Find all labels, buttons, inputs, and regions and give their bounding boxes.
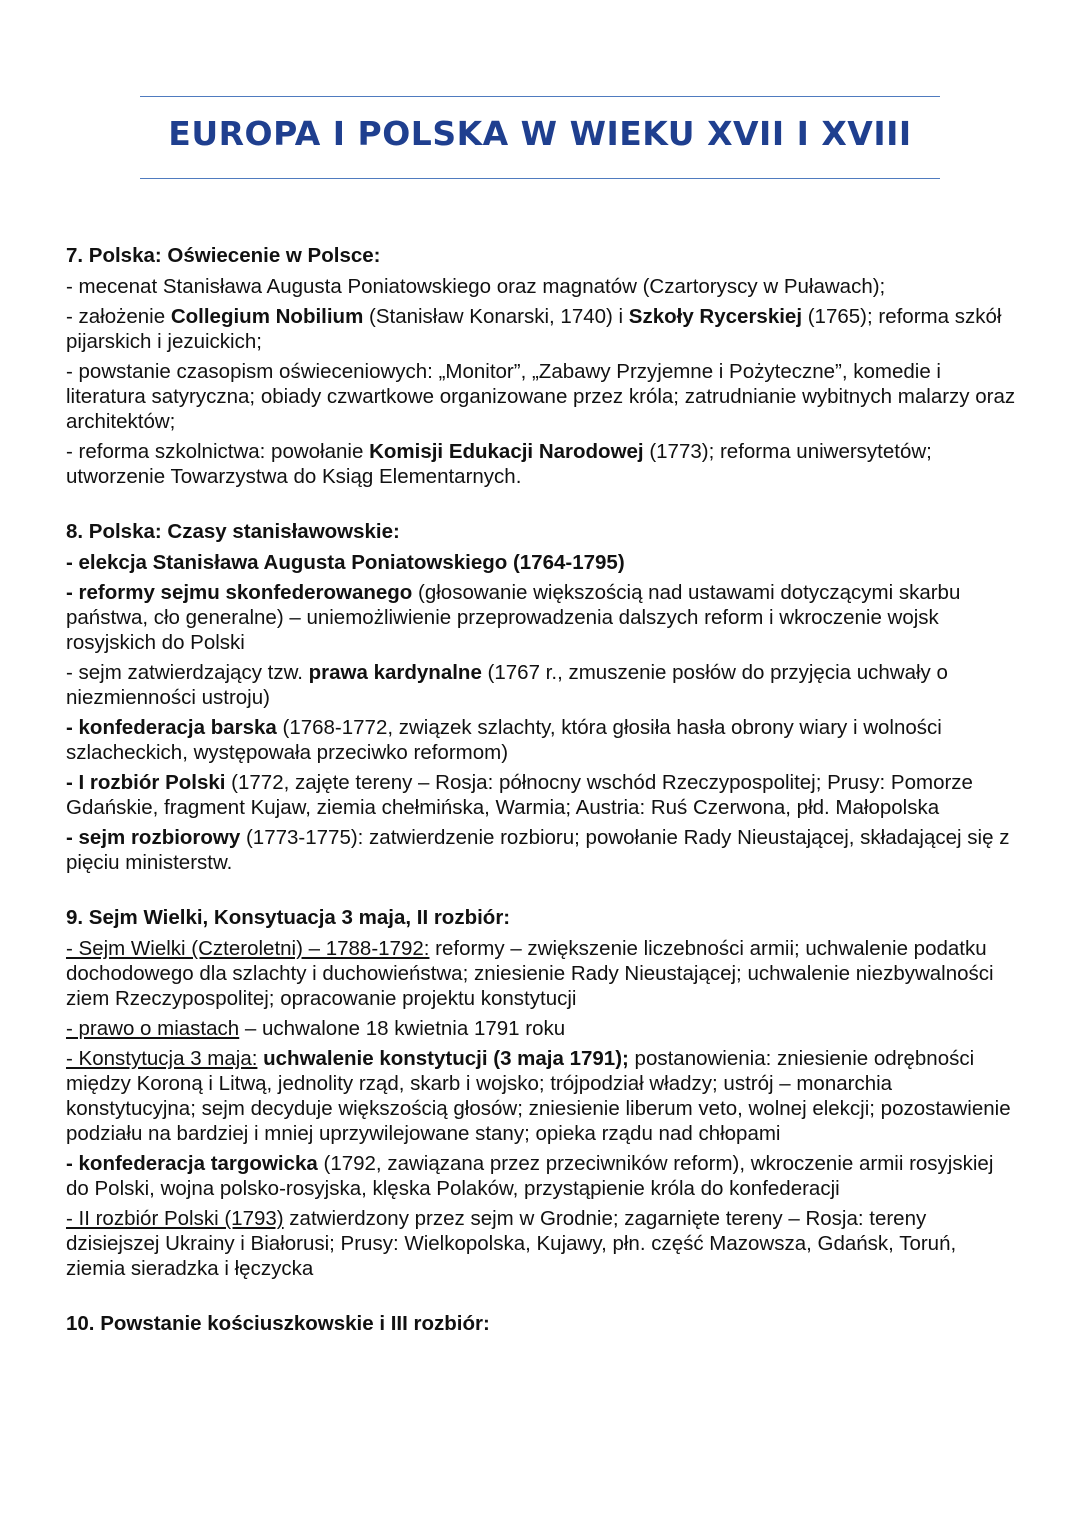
- bold-text: uchwalenie konstytucji (3 maja 1791);: [263, 1047, 629, 1070]
- text-run: (1773); reforma uniwersytetów; utworzenie Towarzystwa do Ksiąg Elementarnych.: [66, 440, 932, 488]
- underlined-text: - II rozbiór Polski (1793): [66, 1207, 284, 1230]
- text-run: - założenie: [66, 305, 171, 328]
- bold-text: - konfederacja barska: [66, 716, 277, 739]
- text-run: (1768-1772, związek szlachty, która głosiła hasła obrony wiary i wolności szlacheckich, występowała przeciwko reformom): [66, 716, 942, 764]
- list-item: [66, 715, 1016, 765]
- header-top-rule: [140, 96, 940, 97]
- text-run: (1765); reforma szkół pijarskich i jezuickich;: [66, 305, 1002, 353]
- bold-text: Komisji Edukacji Narodowej: [369, 440, 644, 463]
- list-item: [66, 936, 1016, 1011]
- bold-text: - elekcja Stanisława Augusta Poniatowskiego (1764-1795): [66, 551, 625, 574]
- list-item: [66, 660, 1016, 710]
- document-header: [140, 96, 940, 180]
- bold-text: Szkoły Rycerskiej: [628, 305, 803, 328]
- underlined-text: - prawo o miastach: [66, 1017, 240, 1040]
- text-run: (głosowanie większością nad ustawami dotyczącymi skarbu państwa, cło generalne) – uniemożliwienie przeprowadzenia dalszych reform i wkroczenie wojsk rosyjskich do Polski: [66, 581, 961, 654]
- text-run: zatwierdzony przez sejm w Grodnie; zagarnięte tereny – Rosja: tereny dzisiejszej Ukrainy i Białorusi; Prusy: Wielkopolska, Kujawy, płn. część Mazowsza, Gdańsk, Toruń, ziemia sieradzka i łęczycka: [66, 1207, 957, 1280]
- text-run: - mecenat Stanisława Augusta Poniatowskiego oraz magnatów (Czartoryscy w Puławach);: [66, 275, 886, 298]
- list-item: [66, 580, 1016, 655]
- text-run: (1773-1775): zatwierdzenie rozbioru; powołanie Rady Nieustającej, składającej się z pięciu ministerstw.: [66, 826, 1010, 874]
- list-item: [66, 1046, 1016, 1146]
- text-run: reformy – zwiększenie liczebności armii; uchwalenie podatku dochodowego dla szlachty i duchowieństwa; zniesienie Rady Nieustającej; uchwalenie niezbywalności ziem Rzeczypospolitej; opracowanie projektu konstytucji: [66, 937, 994, 1010]
- section-8: [66, 519, 1016, 875]
- list-item: [66, 304, 1016, 354]
- text-run: (1767 r., zmuszenie posłów do przyjęcia uchwały o niezmienności ustroju): [66, 661, 948, 709]
- section-heading: 8. Polska: Czasy stanisławowskie:: [66, 520, 400, 543]
- list-item: [66, 1016, 1016, 1041]
- text-run: (Stanisław Konarski, 1740) i: [363, 305, 629, 328]
- bold-text: - sejm rozbiorowy: [66, 826, 241, 849]
- header-bottom-rule: [140, 178, 940, 179]
- text-run: – uchwalone 18 kwietnia 1791 roku: [239, 1017, 566, 1040]
- underlined-text: - Sejm Wielki (Czteroletni) – 1788-1792:: [66, 937, 430, 960]
- list-item: [66, 825, 1016, 875]
- list-item: [66, 550, 1016, 575]
- list-item: [66, 274, 1016, 299]
- document-body: [66, 243, 1016, 1366]
- list-item: [66, 1206, 1016, 1281]
- text-run: - reforma szkolnictwa: powołanie: [66, 440, 370, 463]
- bold-text: Collegium Nobilium: [170, 305, 364, 328]
- bold-text: - konfederacja targowicka: [66, 1152, 318, 1175]
- list-item: [66, 359, 1016, 434]
- text-run: - sejm zatwierdzający tzw.: [66, 661, 309, 684]
- section-heading: 9. Sejm Wielki, Konsytuacja 3 maja, II rozbiór:: [66, 906, 511, 929]
- underlined-text: - Konstytucja 3 maja:: [66, 1047, 258, 1070]
- section-heading: 7. Polska: Oświecenie w Polsce:: [66, 244, 381, 267]
- text-run: (1772, zajęte tereny – Rosja: północny wschód Rzeczypospolitej; Prusy: Pomorze Gdańskie, fragment Kujaw, ziemia chełmińska, Warmia; Austria: Ruś Czerwona, płd. Małopolska: [66, 771, 973, 819]
- text-run: - powstanie czasopism oświeceniowych: „Monitor”, „Zabawy Przyjemne i Pożyteczne”, komedie i literatura satyryczna; obiady czwartkowe organizowane przez króla; zatrudnianie wybitnych malarzy oraz architektów;: [66, 360, 1016, 433]
- list-item: [66, 1151, 1016, 1201]
- list-item: [66, 770, 1016, 820]
- section-7: [66, 243, 1016, 489]
- bold-text: - I rozbiór Polski: [66, 771, 226, 794]
- text-run: (1792, zawiązana przez przeciwników reform), wkroczenie armii rosyjskiej do Polski, wojna polsko-rosyjska, klęska Polaków, przystąpienie króla do konfederacji: [66, 1152, 994, 1200]
- bold-text: - reformy sejmu skonfederowanego: [66, 581, 413, 604]
- bold-text: prawa kardynalne: [308, 661, 482, 684]
- section-10: [66, 1311, 1016, 1336]
- section-heading: 10. Powstanie kościuszkowskie i III rozbiór:: [66, 1312, 490, 1335]
- list-item: [66, 439, 1016, 489]
- document-title: EUROPA I POLSKA W WIEKU XVII I XVIII: [168, 114, 912, 153]
- text-run: postanowienia: zniesienie odrębności między Koroną i Litwą, jednolity rząd, skarb i wojsko; trójpodział władzy; ustrój – monarchia konstytucyjna; sejm decyduje większością głosów; zniesienie liberum veto, wolnej elekcji; pozostawienie podziału na bardziej i mniej uprzywilejowane stany; opieka rządu nad chłopami: [66, 1047, 1011, 1145]
- section-9: [66, 905, 1016, 1281]
